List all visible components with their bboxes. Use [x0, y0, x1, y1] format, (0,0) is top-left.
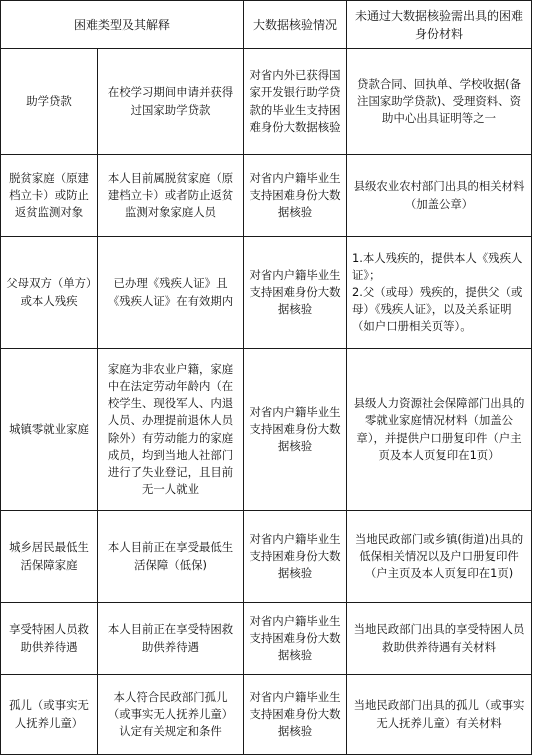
table-row: [1, 349, 532, 511]
hardship-type: 脱贫家庭（原建档立卡）或防止返贫监测对象: [1, 155, 98, 237]
hardship-type: 城镇零就业家庭: [1, 349, 98, 511]
header-verification: 大数据核验情况: [244, 1, 347, 49]
verification-cell: 对省内户籍毕业生支持困难身份大数据核验: [244, 237, 347, 349]
verification-cell: 对省内户籍毕业生支持困难身份大数据核验: [244, 603, 347, 675]
table-row: [1, 237, 532, 349]
materials-item: 2.父（或母）残疾的，提供父（或母）《残疾人证》，以及关系证明（如户口册相关页等）。: [352, 284, 523, 334]
hardship-explanation: 家庭为非农业户籍，家庭中在法定劳动年龄内（在校学生、现役军人、内退人员、办理提前退休人员除外）有劳动能力的家庭成员，均到当地人社部门进行了失业登记，且目前无一人就业: [98, 349, 244, 511]
hardship-explanation: 已办理《残疾人证》且《残疾人证》在有效期内: [98, 237, 244, 349]
materials-item: 1.本人残疾的，提供本人《残疾人证》；: [352, 250, 523, 282]
table-row: [1, 49, 532, 155]
materials-cell: 当地民政部门出具的孤儿（或事实无人抚养儿童）有关材料: [347, 675, 532, 755]
hardship-explanation: 本人符合民政部门孤儿（或事实无人抚养儿童）认定有关规定和条件: [98, 675, 244, 755]
hardship-type: 孤儿（或事实无人抚养儿童）: [1, 675, 98, 755]
verification-cell: 对省内户籍毕业生支持困难身份大数据核验: [244, 511, 347, 603]
hardship-type: 城乡居民最低生活保障家庭: [1, 511, 98, 603]
verification-cell: 对省内户籍毕业生支持困难身份大数据核验: [244, 675, 347, 755]
materials-cell: 当地民政部门出具的享受特困人员救助供养待遇有关材料: [347, 603, 532, 675]
verification-cell: 对省内户籍毕业生支持困难身份大数据核验: [244, 349, 347, 511]
hardship-explanation: 在校学习期间申请并获得过国家助学贷款: [98, 49, 244, 155]
materials-cell: 县级人力资源社会保障部门出具的零就业家庭情况材料（加盖公章），并提供户口册复印件（户主页及本人页复印在1页）: [347, 349, 532, 511]
hardship-explanation: 本人目前正在享受最低生活保障（低保): [98, 511, 244, 603]
materials-cell: 当地民政部门或乡镇(街道)出具的低保相关情况以及户口册复印件（户主页及本人页复印在1页): [347, 511, 532, 603]
hardship-explanation: 本人目前属脱贫家庭（原建档立卡）或者防止返贫监测对象家庭人员: [98, 155, 244, 237]
verification-cell: 对省内外已获得国家开发银行助学贷款的毕业生支持困难身份大数据核验: [244, 49, 347, 155]
header-materials: 未通过大数据核验需出具的困难身份材料: [347, 1, 532, 49]
materials-cell: 县级农业农村部门出具的相关材料（加盖公章）: [347, 155, 532, 237]
table-row: [1, 675, 532, 755]
materials-cell: [347, 237, 532, 349]
table-header-row: [1, 1, 532, 49]
hardship-type: 父母双方（单方）或本人残疾: [1, 237, 98, 349]
hardship-type: 助学贷款: [1, 49, 98, 155]
verification-cell: 对省内户籍毕业生支持困难身份大数据核验: [244, 155, 347, 237]
materials-cell: 贷款合同、回执单、学校收据(备注国家助学贷款)、受理资料、资助中心出具证明等之一: [347, 49, 532, 155]
table-row: [1, 511, 532, 603]
table-row: [1, 603, 532, 675]
table-row: [1, 155, 532, 237]
header-type-explanation: 困难类型及其解释: [1, 1, 244, 49]
hardship-explanation: 本人目前正在享受特困救助供养待遇: [98, 603, 244, 675]
hardship-type: 享受特困人员救助供养待遇: [1, 603, 98, 675]
